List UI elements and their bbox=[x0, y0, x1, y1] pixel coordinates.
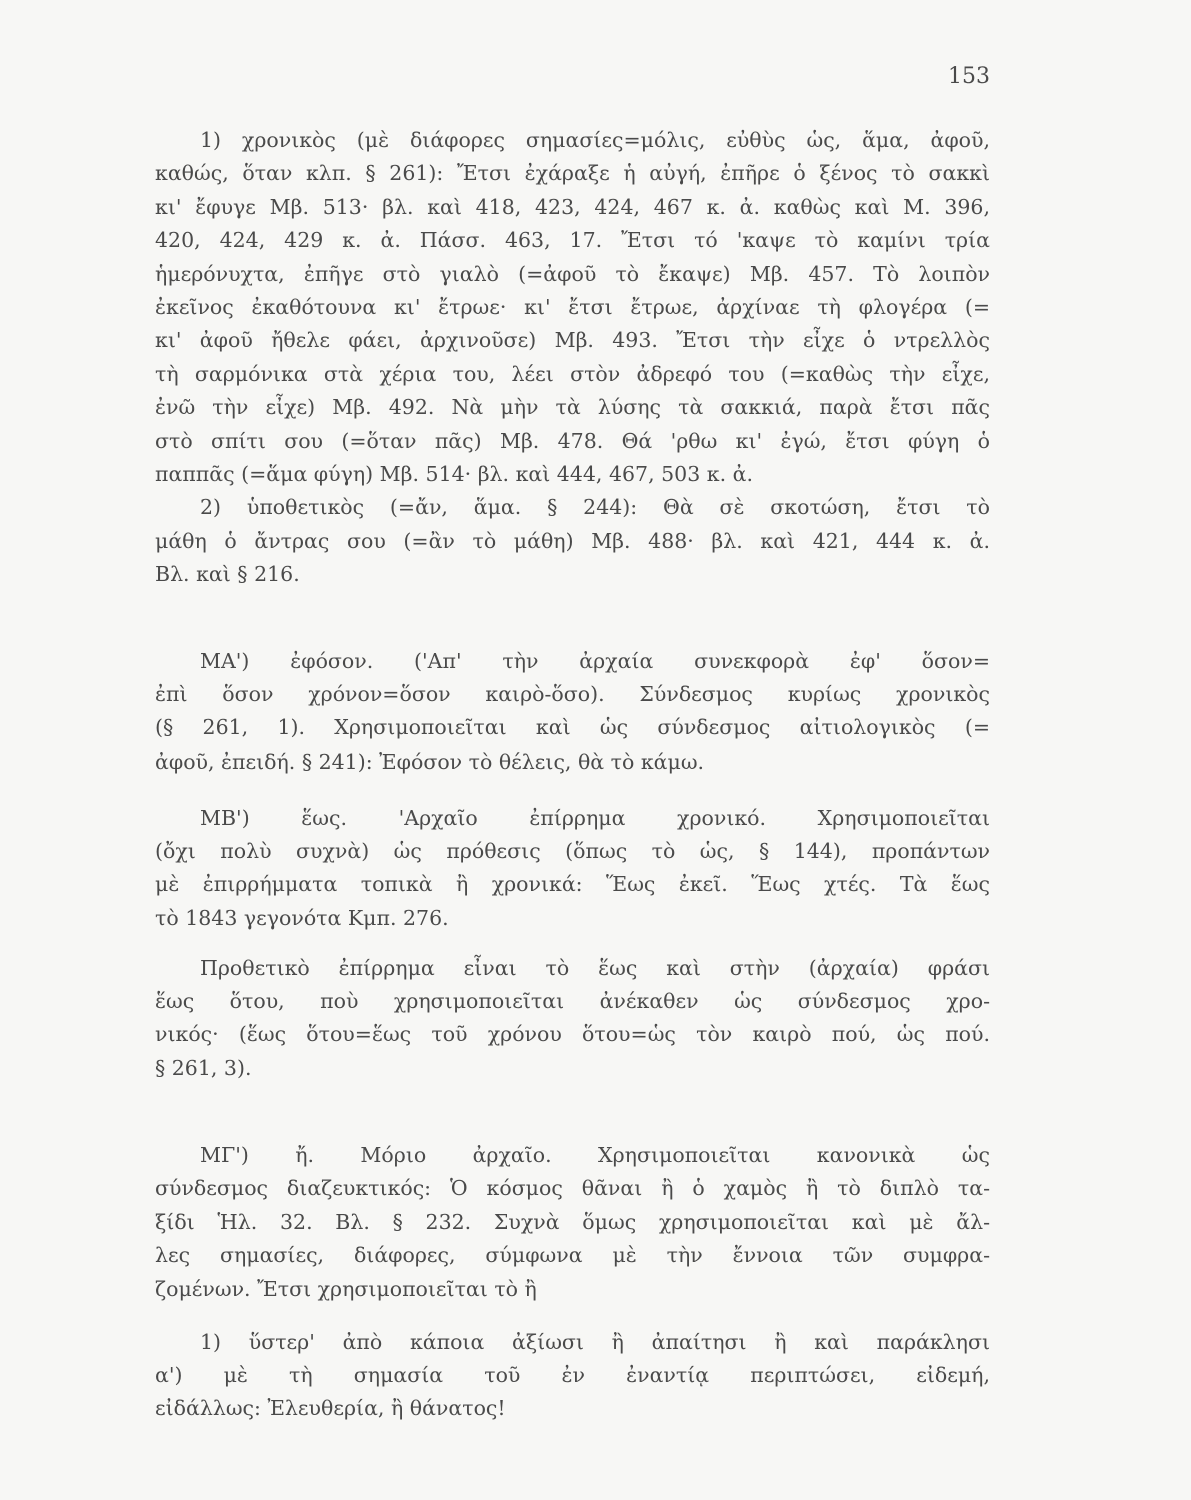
text-line: ἕως ὅτου, ποὺ χρησιμοποιεῖται ἀνέκαθεν ὡς σύνδεσμος χρο- bbox=[155, 989, 990, 1013]
text-line: α') μὲ τὴ σημασία τοῦ ἐν ἐναντίᾳ περιπτώσει, εἰδεμή, bbox=[155, 1363, 990, 1387]
page-number: 153 bbox=[948, 64, 990, 89]
text-line: ἐκεῖνος ἐκαθότουνα κι' ἔτρωε· κι' ἔτσι ἔτρωε, ἀρχίναε τὴ φλογέρα (= bbox=[155, 295, 990, 319]
text-line: μὲ ἐπιρρήμματα τοπικὰ ἢ χρονικά: Ἕως ἐκεῖ. Ἕως χτές. Τὰ ἕως bbox=[155, 872, 990, 896]
text-line: τὴ σαρμόνικα στὰ χέρια του, λέει στὸν ἀδρεφό του (=καθὼς τὴν εἶχε, bbox=[155, 362, 990, 386]
text-line: καθώς, ὅταν κλπ. § 261): Ἔτσι ἐχάραξε ἡ αὐγή, ἐπῆρε ὁ ξένος τὸ σακκὶ bbox=[155, 161, 990, 185]
text-line: ΜΑ') ἐφόσον. ('Απ' τὴν ἀρχαία συνεκφορὰ ἐφ' ὅσον= bbox=[200, 649, 990, 673]
text-line: ΜΓ') ἤ. Μόριο ἀρχαῖο. Χρησιμοποιεῖται κανονικὰ ὡς bbox=[200, 1143, 990, 1167]
text-line: ἀφοῦ, ἐπειδή. § 241): Ἐφόσον τὸ θέλεις, θὰ τὸ κάμω. bbox=[155, 750, 705, 774]
text-line: (ὄχι πολὺ συχνὰ) ὡς πρόθεσις (ὅπως τὸ ὡς, § 144), προπάντων bbox=[155, 839, 990, 863]
text-line: ἡμερόνυχτα, ἐπῆγε στὸ γιαλὸ (=ἀφοῦ τὸ ἔκαψε) Μβ. 457. Τὸ λοιπὸν bbox=[155, 262, 990, 286]
text-line: τὸ 1843 γεγονότα Κμπ. 276. bbox=[155, 906, 449, 930]
text-line: Προθετικὸ ἐπίρρημα εἶναι τὸ ἕως καὶ στὴν (ἀρχαία) φράσι bbox=[200, 956, 990, 980]
text-line: 2) ὑποθετικὸς (=ἄν, ἅμα. § 244): Θὰ σὲ σκοτώση, ἔτσι τὸ bbox=[200, 495, 990, 519]
text-line: κι' ἀφοῦ ἤθελε φάει, ἀρχινοῦσε) Μβ. 493. Ἔτσι τὴν εἶχε ὁ ντρελλὸς bbox=[155, 328, 990, 352]
text-line: § 261, 3). bbox=[155, 1056, 252, 1080]
text-line: μάθη ὁ ἄντρας σου (=ἂν τὸ μάθη) Μβ. 488· βλ. καὶ 421, 444 κ. ἀ. bbox=[155, 529, 990, 553]
text-line: νικός· (ἕως ὅτου=ἕως τοῦ χρόνου ὅτου=ὡς τὸν καιρὸ πού, ὡς πού. bbox=[155, 1022, 990, 1046]
text-line: ἐπὶ ὅσον χρόνον=ὅσον καιρὸ-ὅσο). Σύνδεσμος κυρίως χρονικὸς bbox=[155, 682, 990, 706]
text-line: ΜΒ') ἕως. 'Αρχαῖο ἐπίρρημα χρονικό. Χρησιμοποιεῖται bbox=[200, 806, 990, 830]
text-line: παππᾶς (=ἅμα φύγη) Μβ. 514· βλ. καὶ 444, 467, 503 κ. ἀ. bbox=[155, 462, 753, 486]
text-line: ζομένων. Ἔτσι χρησιμοποιεῖται τὸ ἢ bbox=[155, 1277, 537, 1301]
text-line: εἰδάλλως: Ἐλευθερία, ἢ θάνατος! bbox=[155, 1396, 506, 1420]
text-line: ἐνῶ τὴν εἶχε) Μβ. 492. Νὰ μὴν τὰ λύσης τὰ σακκιά, παρὰ ἔτσι πᾶς bbox=[155, 395, 990, 419]
text-line: λες σημασίες, διάφορες, σύμφωνα μὲ τὴν ἔννοια τῶν συμφρα- bbox=[155, 1243, 990, 1267]
text-line: κι' ἔφυγε Μβ. 513· βλ. καὶ 418, 423, 424, 467 κ. ἀ. καθὼς καὶ Μ. 396, bbox=[155, 195, 990, 219]
text-line: σύνδεσμος διαζευκτικός: Ὁ κόσμος θᾶναι ἢ ὁ χαμὸς ἢ τὸ διπλὸ τα- bbox=[155, 1176, 990, 1200]
text-line: στὸ σπίτι σου (=ὅταν πᾶς) Μβ. 478. Θά 'ρθω κι' ἐγώ, ἔτσι φύγη ὁ bbox=[155, 429, 990, 453]
text-line: ξίδι Ἡλ. 32. Βλ. § 232. Συχνὰ ὅμως χρησιμοποιεῖται καὶ μὲ ἄλ- bbox=[155, 1210, 990, 1234]
text-line: Βλ. καὶ § 216. bbox=[155, 562, 300, 586]
text-line: 1) χρονικὸς (μὲ διάφορες σημασίες=μόλις, εὐθὺς ὡς, ἅμα, ἀφοῦ, bbox=[200, 128, 990, 152]
text-line: (§ 261, 1). Χρησιμοποιεῖται καὶ ὡς σύνδεσμος αἰτιολογικὸς (= bbox=[155, 715, 990, 739]
text-line: 1) ὕστερ' ἀπὸ κάποια ἀξίωσι ἢ ἀπαίτησι ἢ καὶ παράκλησι bbox=[200, 1330, 990, 1354]
text-line: 420, 424, 429 κ. ἀ. Πάσσ. 463, 17. Ἔτσι τό 'καψε τὸ καμίνι τρία bbox=[155, 228, 990, 252]
